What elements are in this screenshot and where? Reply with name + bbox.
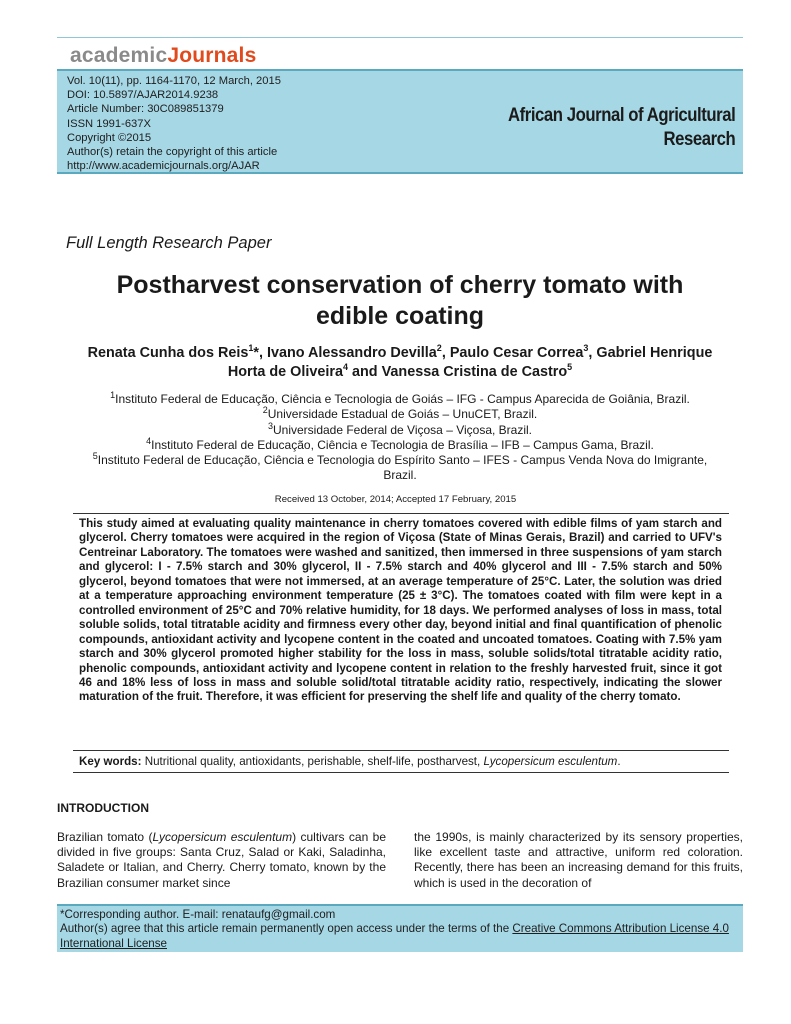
- affiliation-item: [70, 420, 730, 438]
- keywords: [79, 755, 722, 769]
- author-name-part: Gabriel Henrique: [596, 345, 713, 361]
- meta-rights: Author(s) retain the copyright of this article: [67, 146, 278, 159]
- license-statement: [60, 922, 743, 951]
- affiliation-item: [70, 453, 730, 484]
- affiliation-sup: 2: [262, 405, 268, 416]
- logo-text-academic: academic: [70, 44, 168, 67]
- meta-issn: ISSN 1991-637X: [67, 117, 151, 130]
- article-metadata: [67, 74, 281, 173]
- affiliations: [70, 392, 730, 484]
- author-corresponding-mark: *,: [253, 345, 267, 361]
- license-text: Author(s) agree that this article remain permanently open access under the terms of the: [60, 922, 513, 936]
- affiliation-item: [70, 407, 730, 422]
- intro-column-left: [57, 830, 386, 891]
- affiliation-sup: 3: [267, 420, 273, 431]
- affiliation-item: [70, 392, 730, 407]
- author-name-part: Horta de Oliveira: [227, 364, 343, 380]
- keywords-text: Nutritional quality, antioxidants, perishable, shelf-life, postharvest,: [141, 755, 484, 768]
- abstract-middle-rule: [73, 750, 729, 751]
- author-affil-sup: 3: [583, 343, 589, 354]
- keywords-label: Key words:: [79, 755, 142, 768]
- section-heading-introduction: INTRODUCTION: [57, 801, 149, 815]
- received-dates: Received 13 October, 2014; Accepted 17 February, 2015: [274, 494, 517, 505]
- intro-text: ) cultivars can be divided in five groups: Santa Cruz, Salad or Kaki, Saladinha, Saladete or Italian, and Cherry. Cherry tomato, known by the Brazilian consumer market since: [57, 830, 387, 890]
- affiliation-text: Instituto Federal de Educação, Ciência e Tecnologia do Espírito Santo – IFES - Campus Venda Nova do Imigrante, Brazil.: [97, 453, 708, 483]
- affiliation-sup: 4: [146, 435, 152, 446]
- title-line1: Postharvest conservation of cherry tomato with: [116, 271, 684, 299]
- logo-text-journals: Journals: [167, 44, 257, 67]
- author-name: Vanessa Cristina de Castro: [381, 364, 568, 380]
- keywords-species: Lycopersicum esculentum: [483, 755, 618, 768]
- affiliation-text: Universidade Estadual de Goiás – UnuCET, Brazil.: [267, 407, 538, 422]
- author-list: [40, 344, 760, 382]
- title-line2: edible coating: [315, 302, 485, 330]
- keywords-end: .: [617, 755, 621, 768]
- author-name: Renata Cunha dos Reis: [87, 345, 249, 361]
- author-conjunction: and: [348, 364, 382, 380]
- affiliation-sup: 1: [110, 390, 116, 400]
- authors-line2: [40, 363, 760, 382]
- affiliation-text: Universidade Federal de Viçosa – Viçosa, Brazil.: [272, 422, 533, 437]
- author-affil-sup: 5: [567, 362, 573, 373]
- intro-text: Brazilian tomato (: [57, 830, 153, 844]
- publisher-logo: [70, 44, 256, 68]
- authors-line1: Renata Cunha dos Reis$^1$*, Ivano Alessandro Devilla$^2$, Paulo Cesar Correa$^3$, Gabriel Henrique: [87, 343, 713, 361]
- footer-box: [57, 904, 743, 952]
- author-affil-sup: 1: [248, 343, 254, 354]
- article-info-box: [57, 69, 743, 174]
- journal-name-line1: African Journal of Agricultural: [507, 105, 735, 126]
- author-affil-sup: 4: [342, 362, 348, 373]
- author-name: Paulo Cesar Correa: [449, 345, 584, 361]
- meta-url[interactable]: http://www.academicjournals.org/AJAR: [67, 160, 260, 173]
- corresponding-author: *Corresponding author. E-mail: renataufg@gmail.com: [60, 908, 336, 921]
- meta-copyright: Copyright ©2015: [67, 131, 152, 144]
- abstract-bottom-rule: [73, 772, 729, 773]
- affiliation-text: Instituto Federal de Educação, Ciência e Tecnologia de Brasília – IFB – Campus Gama, Brazil.: [151, 437, 654, 452]
- meta-doi: DOI: 10.5897/AJAR2014.9238: [67, 89, 219, 102]
- meta-article-number: Article Number: 30C089851379: [67, 103, 224, 116]
- affiliation-item: [70, 435, 730, 453]
- author-name: Ivano Alessandro Devilla: [266, 345, 437, 361]
- abstract: This study aimed at evaluating quality maintenance in cherry tomatoes covered with edible films of yam starch and glycerol. Cherry tomatoes were acquired in the region of Viçosa (State of Minas Gerais, Brazil) and carried to UFV's Centreinar Laboratory. The tomatoes were washed and sanitized, then immersed in three suspensions of yam starch and glycerol: I - 7.5% starch and 30% glycerol, II - 7.5% starch and 40% glycerol and III - 7.5% starch and 50% glycerol, beyond tomatoes that were not immersed, at an average temperature of 25°C. Later, the solution was dried at a temperature approaching environment temperature (25 ± 3°C). The tomatoes coated with film were kept in a controlled environment of 25°C and 70% relative humidity, for 18 days. We performed analyses of loss in mass, total soluble solids, total titratable acidity and firmness every other day, beyond initial and final quantification of phenolic compounds, antioxidant activity and lycopene content in the coated and uncoated tomatoes. Coating with 7.5% yam starch and 30% glycerol promoted higher stability for the loss in mass, soluble solids/total titratable acidity ratio, phenolic compounds, antioxidant activity and lycopene content in relation to the freshly harvested fruit, since it got 46 and 18% less of loss in mass and soluble solid/total titratable acidity ratio, respectively, indicating the slower maturation of the fruit. Therefore, it was efficient for preserving the shelf life and quality of the cherry tomato.: [79, 517, 722, 704]
- abstract-top-rule: [73, 513, 729, 514]
- paper-title: [60, 270, 740, 332]
- affiliation-text: Instituto Federal de Educação, Ciência e Tecnologia de Goiás – IFG - Campus Aparecida de Goiânia, Brazil.: [115, 392, 690, 406]
- journal-name-line2: Research: [663, 129, 735, 150]
- license-link[interactable]: Creative Commons Attribution License 4.0 International License: [60, 922, 729, 950]
- meta-volume: Vol. 10(11), pp. 1164-1170, 12 March, 2015: [67, 75, 281, 87]
- intro-column-right: the 1990s, is mainly characterized by its sensory properties, like excellent taste and attractive, uniform red coloration. Recently, there has been an increasing demand for this fruits, which is used in the decoration of: [414, 830, 743, 890]
- affiliation-sup: 5: [92, 451, 98, 462]
- intro-species: Lycopersicum esculentum: [152, 830, 293, 844]
- top-rule: [57, 37, 743, 38]
- journal-name: [508, 104, 735, 152]
- paper-type: Full Length Research Paper: [66, 234, 272, 252]
- author-affil-sup: 2: [436, 343, 442, 354]
